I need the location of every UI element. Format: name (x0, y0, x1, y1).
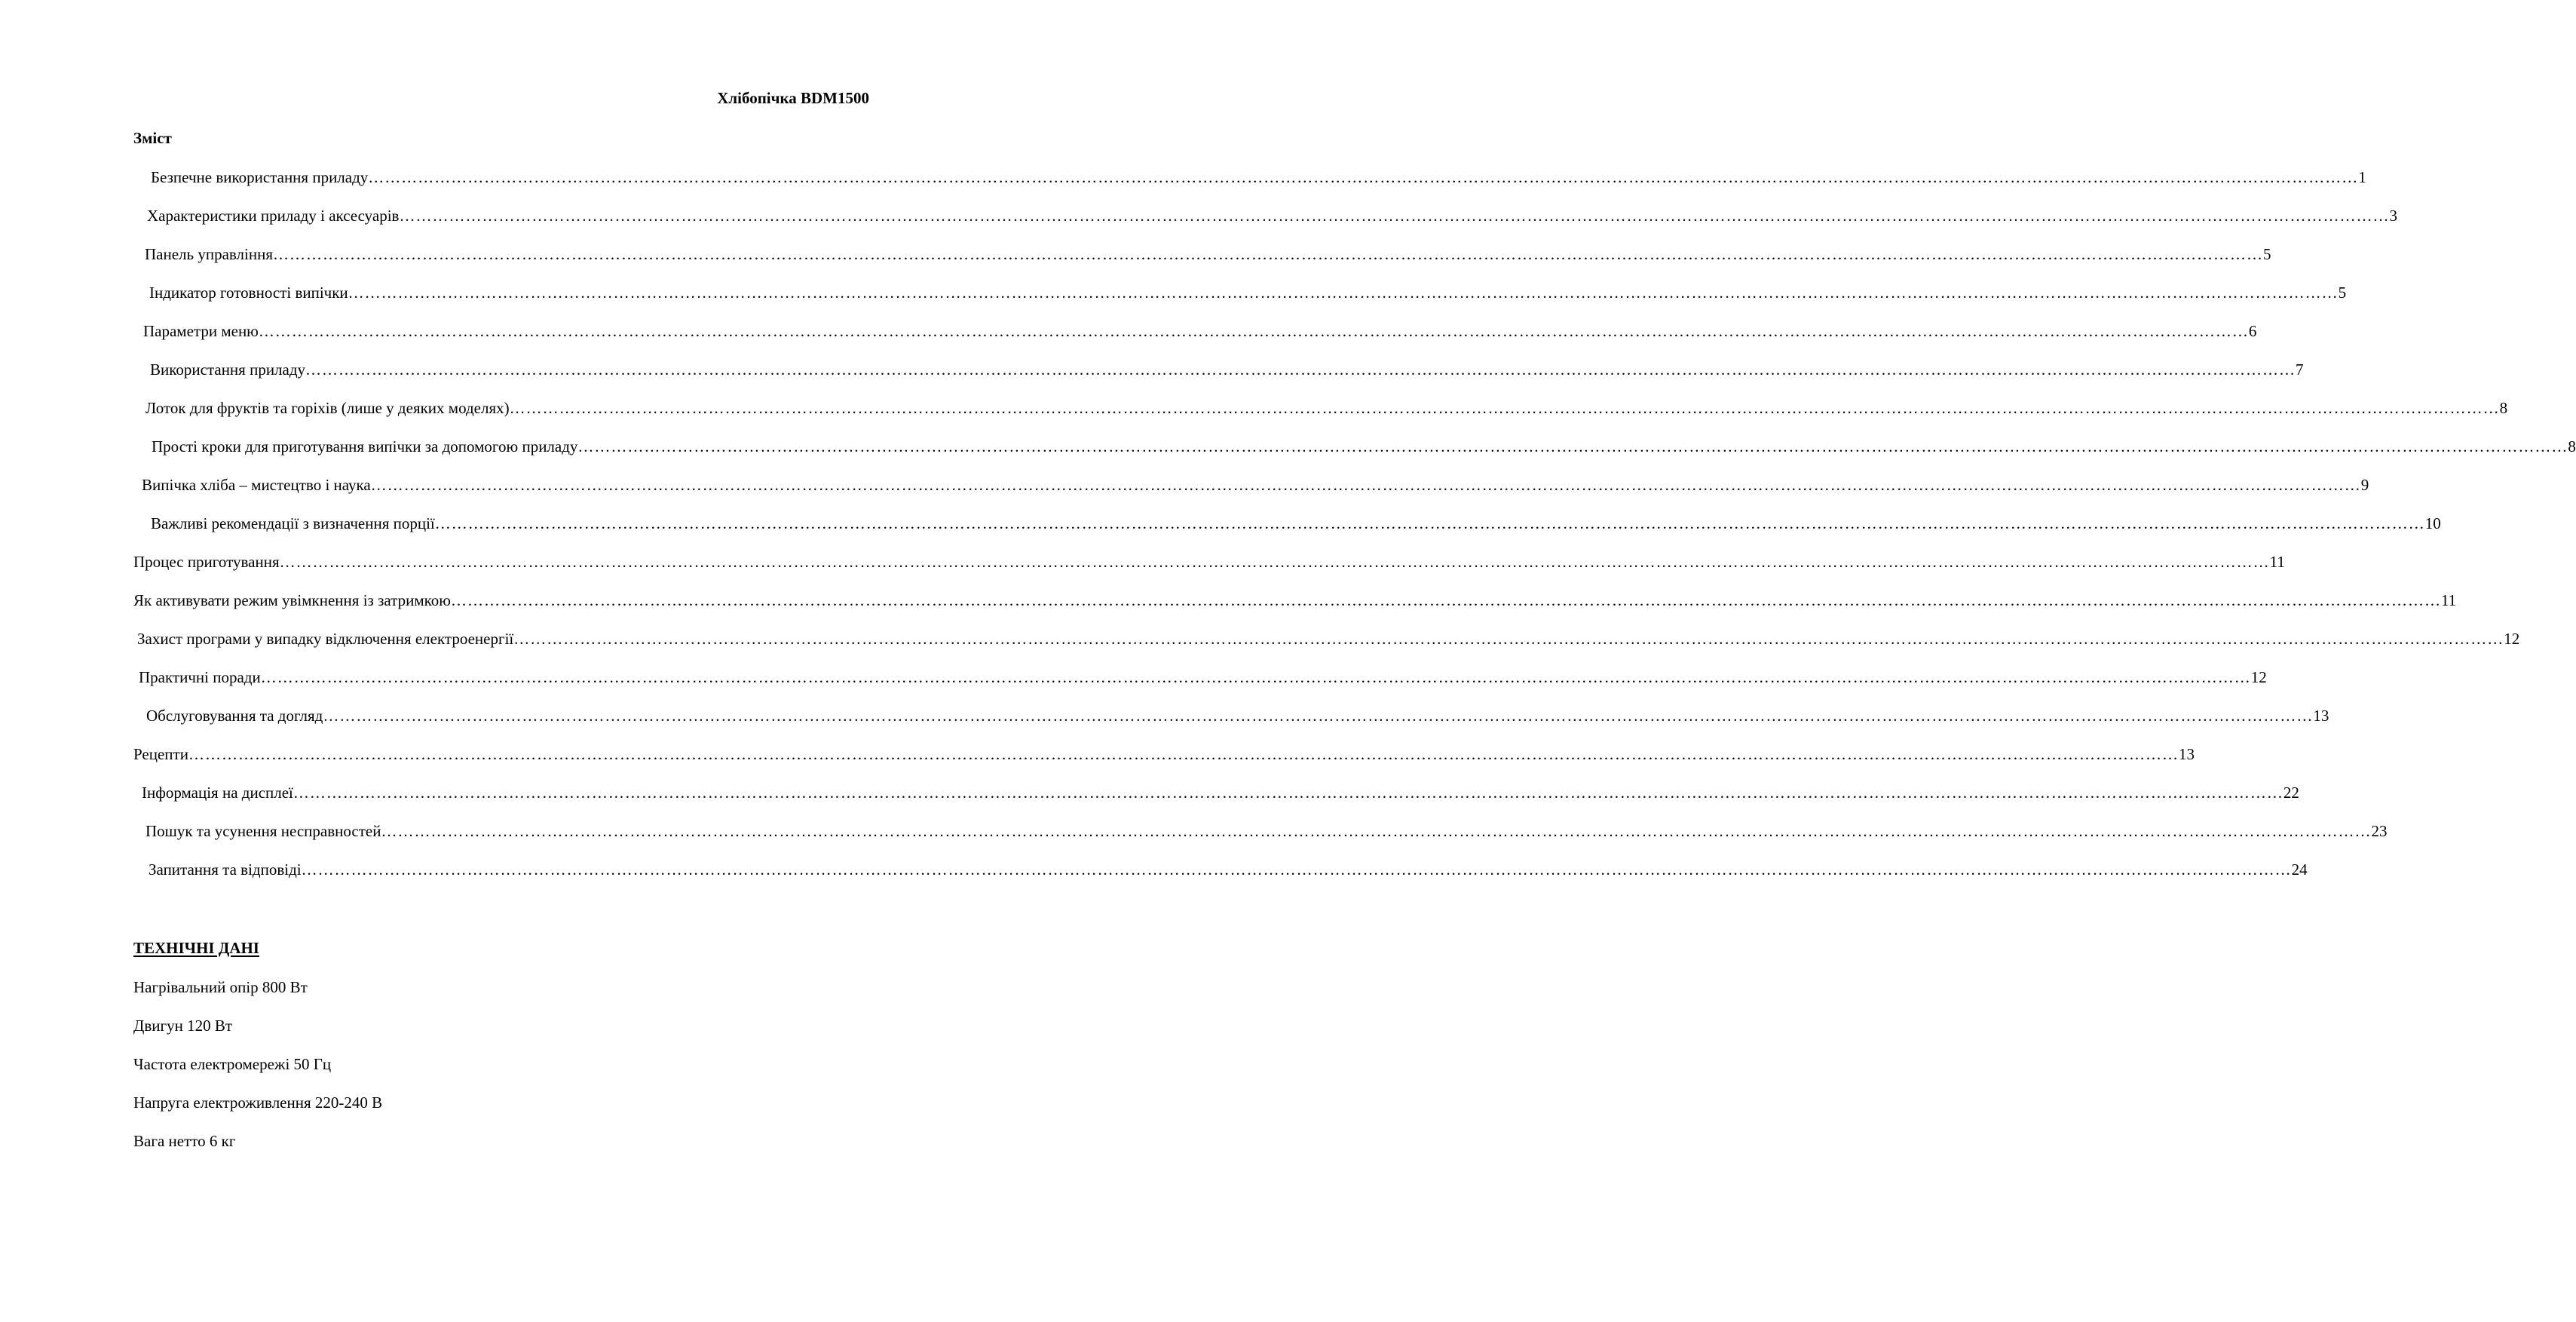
toc-entry-page: 11 (2269, 553, 2285, 571)
toc-entry-label: Обслуговування та догляд (146, 707, 323, 725)
toc-entry-label: Прості кроки для приготування випічки за допомогою приладу (152, 437, 578, 455)
technical-data-item: Напруга електроживлення 220-240 В (133, 1093, 383, 1112)
toc-dot-leader: ……………………………………………………………………………………………………………………………………………………………………………………………………………………………………………………………………………………………………………………………… (305, 360, 2296, 379)
toc-entry (133, 590, 2457, 611)
toc-entry-page: 11 (2440, 591, 2457, 609)
toc-entry (145, 820, 2388, 842)
toc-entry-page: 23 (2371, 822, 2388, 840)
toc-dot-leader: ……………………………………………………………………………………………………………………………………………………………………………………………………………………………………………………………………………………………………………………………… (260, 668, 2251, 686)
toc-entry (143, 321, 2257, 342)
toc-entry-label: Запитання та відповіді (149, 860, 302, 879)
toc-entry-page: 8 (2568, 437, 2576, 455)
toc-entry (147, 205, 2397, 226)
toc-dot-leader: ……………………………………………………………………………………………………………………………………………………………………………………………………………………………………………………………………………………………………………………………… (450, 591, 2441, 609)
toc-dot-leader: ……………………………………………………………………………………………………………………………………………………………………………………………………………………………………………………………………………………………………………………………… (368, 168, 2359, 186)
toc-entry (137, 628, 2520, 649)
toc-entry (133, 744, 2195, 765)
toc-dot-leader: ……………………………………………………………………………………………………………………………………………………………………………………………………………………………………………………………………………………………………………………………… (323, 707, 2314, 725)
toc-entry (152, 436, 2576, 457)
toc-dot-leader: ……………………………………………………………………………………………………………………………………………………………………………………………………………………………………………………………………………………………………………………………… (188, 745, 2179, 763)
toc-dot-leader: ……………………………………………………………………………………………………………………………………………………………………………………………………………………………………………………………………………………………………………………………… (279, 553, 2270, 571)
toc-dot-leader: ……………………………………………………………………………………………………………………………………………………………………………………………………………………………………………………………………………………………………………………………… (301, 860, 2292, 879)
toc-entry-page: 9 (2360, 476, 2369, 494)
toc-dot-leader: ……………………………………………………………………………………………………………………………………………………………………………………………………………………………………………………………………………………………………………………………… (513, 630, 2504, 648)
toc-entry-page: 12 (2504, 630, 2520, 648)
technical-data-item: Двигун 120 Вт (133, 1017, 233, 1035)
toc-dot-leader: ……………………………………………………………………………………………………………………………………………………………………………………………………………………………………………………………………………………………………………………………… (577, 437, 2568, 455)
technical-data-item: Вага нетто 6 кг (133, 1132, 236, 1150)
toc-entry-page: 13 (2313, 707, 2329, 725)
toc-entry (149, 859, 2308, 880)
toc-dot-leader: ……………………………………………………………………………………………………………………………………………………………………………………………………………………………………………………………………………………………………………………………… (370, 476, 2361, 494)
toc-entry-page: 22 (2283, 784, 2299, 802)
toc-entry (145, 244, 2271, 265)
toc-entry (146, 705, 2329, 726)
technical-data-item: Частота електромережі 50 Гц (133, 1055, 332, 1073)
toc-entry-label: Пошук та усунення несправностей (145, 822, 381, 840)
toc-entry (150, 359, 2304, 380)
toc-entry-page: 8 (2499, 399, 2508, 417)
toc-entry (142, 782, 2299, 803)
toc-entry (133, 551, 2285, 572)
toc-entry-label: Індикатор готовності випічки (149, 284, 348, 302)
toc-entry-label: Використання приладу (150, 360, 306, 379)
toc-entry (139, 667, 2267, 688)
toc-entry-page: 12 (2250, 668, 2267, 686)
toc-dot-leader: ……………………………………………………………………………………………………………………………………………………………………………………………………………………………………………………………………………………………………………………………… (348, 284, 2339, 302)
toc-entry (142, 474, 2369, 495)
toc-entry-label: Лоток для фруктів та горіхів (лише у деяких моделях) (145, 399, 510, 417)
toc-entry (151, 513, 2441, 534)
toc-entry-label: Як активувати режим увімкнення із затримкою (133, 591, 451, 609)
toc-entry-label: Захист програми у випадку відключення електроенергії (137, 630, 514, 648)
toc-entry-page: 13 (2178, 745, 2195, 763)
toc-entry (149, 282, 2347, 303)
technical-data-list (133, 977, 382, 1169)
toc-entry (145, 397, 2508, 419)
technical-data-item: Нагрівальний опір 800 Вт (133, 978, 308, 996)
toc-dot-leader: ……………………………………………………………………………………………………………………………………………………………………………………………………………………………………………………………………………………………………………………………… (509, 399, 2500, 417)
toc-entry-page: 24 (2291, 860, 2308, 879)
toc-entry-label: Важливі рекомендації з визначення порції (151, 514, 435, 532)
toc-dot-leader: ……………………………………………………………………………………………………………………………………………………………………………………………………………………………………………………………………………………………………………………………… (293, 784, 2283, 802)
toc-entry-label: Процес приготування (133, 553, 280, 571)
toc-entry (151, 167, 2366, 188)
toc-dot-leader: ……………………………………………………………………………………………………………………………………………………………………………………………………………………………………………………………………………………………………………………………… (258, 322, 2249, 340)
toc-entry-label: Інформація на дисплеї (142, 784, 293, 802)
toc-entry-label: Характеристики приладу і аксесуарів (147, 207, 400, 225)
toc-entry-page: 5 (2338, 284, 2347, 302)
toc-entry-page: 5 (2263, 245, 2271, 263)
toc-dot-leader: ……………………………………………………………………………………………………………………………………………………………………………………………………………………………………………………………………………………………………………………………… (381, 822, 2372, 840)
document-title: Хлібопічка BDM1500 (717, 89, 869, 107)
toc-heading: Зміст (133, 129, 172, 147)
toc-entry-page: 3 (2389, 207, 2397, 225)
toc-dot-leader: ……………………………………………………………………………………………………………………………………………………………………………………………………………………………………………………………………………………………………………………………… (273, 245, 2263, 263)
toc-entry-label: Панель управління (145, 245, 273, 263)
toc-entry-label: Безпечне використання приладу (151, 168, 369, 186)
toc-entry-page: 7 (2296, 360, 2304, 379)
toc-entry-label: Параметри меню (143, 322, 259, 340)
toc-entry-label: Випічка хліба – мистецтво і наука (142, 476, 371, 494)
toc-entry-page: 6 (2248, 322, 2257, 340)
toc-entry-page: 10 (2424, 514, 2441, 532)
toc-entry-label: Практичні поради (139, 668, 261, 686)
toc-entry-label: Рецепти (133, 745, 188, 763)
technical-data-heading: ТЕХНІЧНІ ДАНІ (133, 939, 259, 957)
toc-entry-page: 1 (2358, 168, 2366, 186)
toc-dot-leader: ……………………………………………………………………………………………………………………………………………………………………………………………………………………………………………………………………………………………………………………………… (399, 207, 2390, 225)
toc-dot-leader: ……………………………………………………………………………………………………………………………………………………………………………………………………………………………………………………………………………………………………………………………… (434, 514, 2425, 532)
